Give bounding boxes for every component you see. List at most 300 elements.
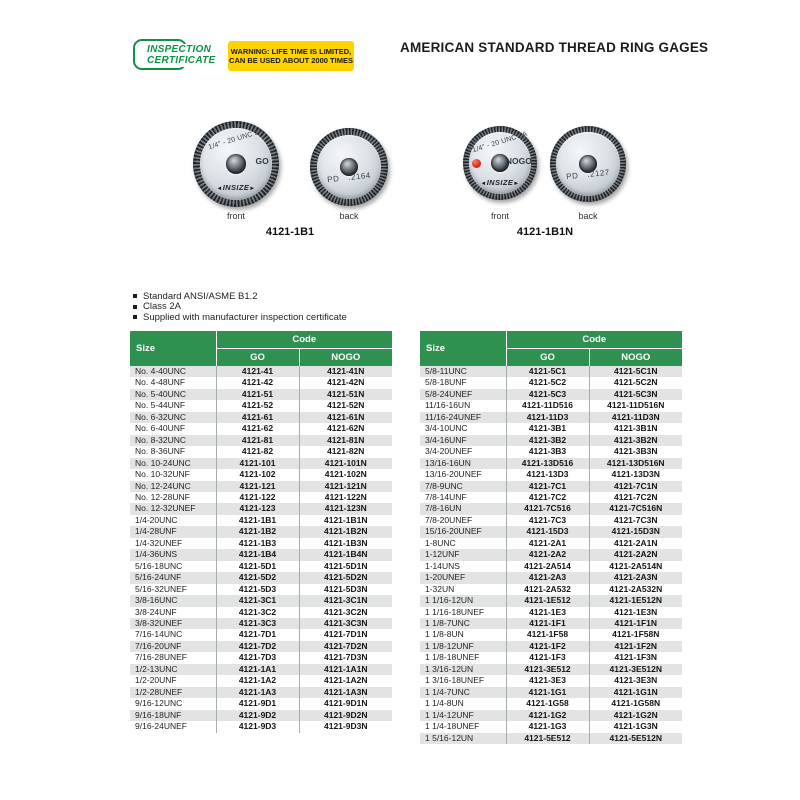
go-code-cell: 4121-123 [216, 503, 299, 514]
code-column-header: Code [216, 331, 392, 348]
nogo-code-cell: 4121-1E512N [589, 595, 682, 606]
nogo-code-cell: 4121-81N [299, 435, 392, 446]
table-row [130, 641, 392, 652]
nogo-code-cell: 4121-1F2N [589, 641, 682, 652]
nogo-code-cell: 4121-7C2N [589, 492, 682, 503]
product-photo-go-gage [185, 118, 395, 243]
size-cell: 1/4-28UNF [135, 526, 177, 537]
go-code-cell: 4121-1E512 [506, 595, 589, 606]
table-row [130, 435, 392, 446]
go-code-cell: 4121-3C3 [216, 618, 299, 629]
table-row [130, 710, 392, 721]
nogo-code-cell: 4121-52N [299, 400, 392, 411]
table-row [420, 733, 682, 744]
certificate-logo-text [145, 44, 218, 67]
size-cell: 1/4-20UNC [135, 514, 178, 525]
size-cell: No. 4-48UNF [135, 377, 186, 388]
go-code-cell: 4121-7C3 [506, 515, 589, 526]
table-row [130, 538, 392, 549]
go-code-cell: 4121-101 [216, 458, 299, 469]
size-cell: 1/2-20UNF [135, 675, 177, 686]
go-code-cell: 4121-3B3 [506, 446, 589, 457]
go-column-header: GO [216, 348, 299, 366]
go-code-cell: 4121-5C2 [506, 377, 589, 388]
size-cell: 1 1/16-18UNEF [425, 606, 485, 617]
nogo-code-cell: 4121-2A2N [589, 549, 682, 560]
size-cell: 1/2-28UNEF [135, 686, 183, 697]
thread-gage-table-left [130, 331, 392, 733]
table-row [420, 400, 682, 411]
thread-spec-engraving: 1/4" - 20 UNC 2A [471, 130, 529, 154]
table-row [420, 595, 682, 606]
inspection-certificate-logo [133, 39, 225, 71]
table-row [420, 503, 682, 514]
feature-list [133, 291, 347, 323]
size-cell: 1 1/4-18UNEF [425, 721, 480, 732]
nogo-code-cell: 4121-13D516N [589, 458, 682, 469]
nogo-code-cell: 4121-11D3N [589, 412, 682, 423]
size-cell: 1 1/4-7UNC [425, 686, 470, 697]
nogo-code-cell: 4121-2A3N [589, 572, 682, 583]
table-row [420, 721, 682, 732]
size-cell: 7/16-28UNEF [135, 652, 187, 663]
go-code-cell: 4121-7C516 [506, 503, 589, 514]
table-row [130, 561, 392, 572]
table-row [130, 607, 392, 618]
size-cell: 7/16-20UNF [135, 640, 182, 651]
go-code-cell: 4121-1A3 [216, 687, 299, 698]
table-row [130, 618, 392, 629]
pd-label: PD [565, 171, 579, 182]
nogo-code-cell: 4121-122N [299, 492, 392, 503]
go-code-cell: 4121-1G2 [506, 710, 589, 721]
table-row [130, 503, 392, 514]
size-cell: 9/16-24UNEF [135, 721, 187, 732]
go-code-cell: 4121-2A1 [506, 538, 589, 549]
table-row [130, 446, 392, 457]
table-row [130, 572, 392, 583]
table-row [130, 481, 392, 492]
nogo-code-cell: 4121-5C1N [589, 366, 682, 377]
nogo-code-cell: 4121-5D3N [299, 584, 392, 595]
certificate-logo-line2: CERTIFICATE [147, 54, 216, 66]
nogo-code-cell: 4121-1A3N [299, 687, 392, 698]
size-cell: 1/4-32UNEF [135, 537, 183, 548]
size-cell: 3/8-24UNF [135, 606, 177, 617]
go-code-cell: 4121-9D2 [216, 710, 299, 721]
go-code-cell: 4121-2A2 [506, 549, 589, 560]
front-caption: front [490, 211, 509, 221]
table-row [420, 572, 682, 583]
go-code-cell: 4121-2A3 [506, 572, 589, 583]
nogo-code-cell: 4121-1G2N [589, 710, 682, 721]
nogo-code-cell: 4121-5C3N [589, 389, 682, 400]
size-cell: 1 1/4-8UN [425, 698, 464, 709]
nogo-code-cell: 4121-3B1N [589, 423, 682, 434]
nogo-code-cell: 4121-7C1N [589, 481, 682, 492]
bullet-square-icon [133, 305, 137, 309]
table-row [130, 721, 392, 732]
nogo-code-cell: 4121-1F3N [589, 652, 682, 663]
thread-gage-table-right [420, 331, 682, 744]
table-row [420, 538, 682, 549]
size-cell: 1 1/8-7UNC [425, 617, 470, 628]
brand-engraving [463, 178, 537, 187]
table-row [130, 698, 392, 709]
nogo-code-cell: 4121-2A532N [589, 584, 682, 595]
go-code-cell: 4121-2A532 [506, 584, 589, 595]
go-code-cell: 4121-1G1 [506, 687, 589, 698]
size-cell: No. 10-32UNF [135, 469, 190, 480]
nogo-code-cell: 4121-9D3N [299, 721, 392, 732]
nogo-code-cell: 4121-13D3N [589, 469, 682, 480]
size-cell: 1 3/16-18UNEF [425, 675, 485, 686]
size-cell: 1-20UNEF [425, 572, 466, 583]
size-cell: 1-8UNC [425, 537, 456, 548]
go-code-cell: 4121-1B1 [216, 515, 299, 526]
go-code-cell: 4121-81 [216, 435, 299, 446]
nogo-ring-front-image [463, 126, 537, 200]
table-row [130, 377, 392, 388]
go-code-cell: 4121-15D3 [506, 526, 589, 537]
size-cell: 7/8-16UN [425, 503, 462, 514]
warning-line1: WARNING: LIFE TIME IS LIMITED, [230, 47, 352, 56]
size-cell: 15/16-20UNEF [425, 526, 482, 537]
size-cell: 5/16-18UNC [135, 560, 183, 571]
go-code-cell: 4121-5E512 [506, 733, 589, 744]
size-cell: 3/8-16UNC [135, 595, 178, 606]
nogo-code-cell: 4121-42N [299, 377, 392, 388]
go-code-cell: 4121-1B2 [216, 526, 299, 537]
size-cell: No. 8-36UNF [135, 446, 186, 457]
size-column-header: Size [420, 331, 506, 366]
back-caption: back [578, 211, 598, 221]
size-cell: 1-32UN [425, 583, 455, 594]
table-row [130, 526, 392, 537]
size-cell: 1 3/16-12UN [425, 663, 474, 674]
nogo-column-header: NOGO [299, 348, 392, 366]
table-row [420, 377, 682, 388]
brand-arrow-right-icon: ► [249, 186, 256, 193]
nogo-code-cell: 4121-7C516N [589, 503, 682, 514]
size-cell: No. 12-28UNF [135, 491, 190, 502]
table-row [420, 515, 682, 526]
nogo-code-cell: 4121-1G1N [589, 687, 682, 698]
nogo-code-cell: 4121-3B3N [589, 446, 682, 457]
nogo-code-cell: 4121-1A2N [299, 675, 392, 686]
go-ring-front-image [193, 121, 279, 207]
go-code-cell: 4121-2A514 [506, 561, 589, 572]
go-code-cell: 4121-3B2 [506, 435, 589, 446]
pd-label: PD [326, 174, 340, 185]
table-row [420, 710, 682, 721]
size-cell: 9/16-12UNC [135, 698, 183, 709]
table-row [420, 492, 682, 503]
brand-name: INSIZE [222, 183, 250, 193]
go-code-cell: 4121-1G58 [506, 698, 589, 709]
pd-value: .2127 [586, 167, 611, 180]
go-code-cell: 4121-7C1 [506, 481, 589, 492]
nogo-code-cell: 4121-11D516N [589, 400, 682, 411]
table-row [420, 412, 682, 423]
go-code-cell: 4121-7C2 [506, 492, 589, 503]
go-code-cell: 4121-62 [216, 423, 299, 434]
table-row [130, 458, 392, 469]
table-row [130, 549, 392, 560]
go-marking: GO [255, 156, 269, 167]
go-code-cell: 4121-52 [216, 400, 299, 411]
model-number: 4121-1B1N [516, 226, 574, 238]
table-row [420, 458, 682, 469]
size-cell: 5/16-24UNF [135, 572, 182, 583]
code-column-header: Code [506, 331, 682, 348]
feature-text: Standard ANSI/ASME B1.2 [143, 290, 258, 302]
nogo-code-cell: 4121-3C3N [299, 618, 392, 629]
table-row [420, 629, 682, 640]
size-cell: 3/4-16UNF [425, 434, 467, 445]
nogo-code-cell: 4121-61N [299, 412, 392, 423]
go-code-cell: 4121-7D2 [216, 641, 299, 652]
nogo-code-cell: 4121-1G3N [589, 721, 682, 732]
pd-value: .2164 [347, 170, 372, 183]
nogo-code-cell: 4121-62N [299, 423, 392, 434]
go-code-cell: 4121-1F1 [506, 618, 589, 629]
back-caption: back [339, 211, 359, 221]
nogo-code-cell: 4121-102N [299, 469, 392, 480]
size-cell: 7/8-9UNC [425, 480, 463, 491]
nogo-code-cell: 4121-1B4N [299, 549, 392, 560]
nogo-code-cell: 4121-7D2N [299, 641, 392, 652]
table-row [420, 652, 682, 663]
size-cell: 3/4-20UNEF [425, 446, 473, 457]
warning-line2: CAN BE USED ABOUT 2000 TIMES [229, 56, 353, 65]
nogo-code-cell: 4121-1F1N [589, 618, 682, 629]
size-cell: No. 5-40UNC [135, 388, 187, 399]
nogo-code-cell: 4121-121N [299, 481, 392, 492]
size-cell: 7/8-14UNF [425, 491, 467, 502]
size-cell: No. 8-32UNC [135, 434, 187, 445]
go-code-cell: 4121-3B1 [506, 423, 589, 434]
go-code-cell: 4121-51 [216, 389, 299, 400]
size-cell: No. 12-24UNC [135, 480, 191, 491]
size-cell: 5/16-32UNEF [135, 583, 187, 594]
go-code-cell: 4121-1B4 [216, 549, 299, 560]
size-cell: 7/16-14UNC [135, 629, 183, 640]
table-row [420, 607, 682, 618]
brand-engraving [193, 183, 279, 192]
nogo-code-cell: 4121-51N [299, 389, 392, 400]
size-cell: No. 6-32UNC [135, 411, 187, 422]
size-cell: No. 5-44UNF [135, 400, 186, 411]
thread-spec-engraving: 1/4" - 20 UNC 2A [207, 127, 265, 151]
nogo-code-cell: 4121-5C2N [589, 377, 682, 388]
table-row [420, 526, 682, 537]
go-code-cell: 4121-3C2 [216, 607, 299, 618]
table-row [420, 698, 682, 709]
size-cell: No. 4-40UNC [135, 366, 187, 376]
table-row [130, 664, 392, 675]
product-photo-nogo-gage [455, 118, 635, 243]
table-row [420, 423, 682, 434]
go-code-cell: 4121-1E3 [506, 607, 589, 618]
size-cell: 5/8-18UNF [425, 377, 467, 388]
go-code-cell: 4121-82 [216, 446, 299, 457]
size-cell: 1/4-36UNS [135, 549, 178, 560]
size-cell: 11/16-24UNEF [425, 411, 482, 422]
size-cell: 1 5/16-12UN [425, 732, 474, 743]
go-code-cell: 4121-1A2 [216, 675, 299, 686]
go-code-cell: 4121-1F3 [506, 652, 589, 663]
go-code-cell: 4121-1F58 [506, 629, 589, 640]
nogo-code-cell: 4121-9D2N [299, 710, 392, 721]
nogo-code-cell: 4121-1B3N [299, 538, 392, 549]
size-cell: 1 1/8-8UN [425, 629, 464, 640]
size-cell: 3/8-32UNEF [135, 617, 183, 628]
lifetime-warning-badge [228, 41, 354, 71]
go-code-cell: 4121-121 [216, 481, 299, 492]
go-column-header: GO [506, 348, 589, 366]
nogo-code-cell: 4121-41N [299, 366, 392, 377]
table-row [130, 584, 392, 595]
table-row [130, 687, 392, 698]
table-row [130, 675, 392, 686]
size-cell: 1-14UNS [425, 560, 460, 571]
nogo-code-cell: 4121-1E3N [589, 607, 682, 618]
nogo-red-dot-icon [472, 159, 481, 168]
table-row [420, 435, 682, 446]
go-code-cell: 4121-1B3 [216, 538, 299, 549]
nogo-code-cell: 4121-1G58N [589, 698, 682, 709]
size-column-header: Size [130, 331, 216, 366]
size-cell: 1 1/16-12UN [425, 595, 474, 606]
go-code-cell: 4121-9D3 [216, 721, 299, 732]
go-code-cell: 4121-102 [216, 469, 299, 480]
go-code-cell: 4121-3C1 [216, 595, 299, 606]
front-caption: front [226, 211, 245, 221]
bullet-square-icon [133, 294, 137, 298]
brand-arrow-left-icon: ◄ [216, 186, 223, 193]
size-cell: 11/16-16UN [425, 400, 471, 411]
table-row [420, 481, 682, 492]
go-code-cell: 4121-3E512 [506, 664, 589, 675]
size-cell: 1/2-13UNC [135, 663, 178, 674]
nogo-code-cell: 4121-123N [299, 503, 392, 514]
size-cell: 13/16-20UNEF [425, 469, 482, 480]
size-cell: 1 1/4-12UNF [425, 709, 474, 720]
size-cell: No. 6-40UNF [135, 423, 186, 434]
table-row [130, 423, 392, 434]
go-code-cell: 4121-1A1 [216, 664, 299, 675]
go-code-cell: 4121-5C3 [506, 389, 589, 400]
nogo-code-cell: 4121-101N [299, 458, 392, 469]
feature-item [133, 312, 347, 323]
go-ring-back-image [310, 128, 388, 206]
nogo-code-cell: 4121-3E3N [589, 675, 682, 686]
table-row [130, 412, 392, 423]
table-row [420, 641, 682, 652]
size-cell: 5/8-11UNC [425, 366, 467, 376]
nogo-code-cell: 4121-7C3N [589, 515, 682, 526]
table-row [420, 618, 682, 629]
size-cell: 9/16-18UNF [135, 709, 182, 720]
go-code-cell: 4121-11D516 [506, 400, 589, 411]
nogo-code-cell: 4121-5E512N [589, 733, 682, 744]
nogo-code-cell: 4121-82N [299, 446, 392, 457]
nogo-code-cell: 4121-3B2N [589, 435, 682, 446]
page-title: AMERICAN STANDARD THREAD RING GAGES [400, 40, 709, 55]
feature-item [133, 291, 347, 302]
table-row [130, 629, 392, 640]
table-row [130, 400, 392, 411]
table-row [420, 366, 682, 377]
feature-text: Supplied with manufacturer inspection certificate [143, 311, 347, 323]
certificate-logo-line1: INSPECTION [147, 44, 212, 55]
brand-name: INSIZE [486, 178, 514, 188]
nogo-code-cell: 4121-9D1N [299, 698, 392, 709]
nogo-code-cell: 4121-7D1N [299, 629, 392, 640]
go-code-cell: 4121-122 [216, 492, 299, 503]
bullet-square-icon [133, 315, 137, 319]
size-cell: No. 10-24UNC [135, 457, 191, 468]
feature-item [133, 302, 347, 313]
model-number: 4121-1B1 [265, 226, 315, 238]
go-code-cell: 4121-3E3 [506, 675, 589, 686]
table-row [420, 549, 682, 560]
go-code-cell: 4121-61 [216, 412, 299, 423]
size-cell: 1 1/8-12UNF [425, 640, 474, 651]
table-row [420, 561, 682, 572]
go-code-cell: 4121-9D1 [216, 698, 299, 709]
brand-arrow-right-icon: ► [513, 181, 520, 188]
nogo-code-cell: 4121-1B1N [299, 515, 392, 526]
table-row [130, 515, 392, 526]
nogo-code-cell: 4121-7D3N [299, 652, 392, 663]
go-code-cell: 4121-41 [216, 366, 299, 377]
go-code-cell: 4121-7D1 [216, 629, 299, 640]
go-code-cell: 4121-1F2 [506, 641, 589, 652]
go-code-cell: 4121-1G3 [506, 721, 589, 732]
size-cell: 3/4-10UNC [425, 423, 468, 434]
nogo-code-cell: 4121-1A1N [299, 664, 392, 675]
size-cell: 1-12UNF [425, 549, 460, 560]
size-cell: 7/8-20UNEF [425, 514, 473, 525]
table-row [130, 652, 392, 663]
nogo-code-cell: 4121-5D1N [299, 561, 392, 572]
table-row [130, 492, 392, 503]
table-row [420, 389, 682, 400]
nogo-code-cell: 4121-2A1N [589, 538, 682, 549]
nogo-code-cell: 4121-15D3N [589, 526, 682, 537]
nogo-code-cell: 4121-3E512N [589, 664, 682, 675]
table-row [420, 664, 682, 675]
go-code-cell: 4121-13D3 [506, 469, 589, 480]
go-code-cell: 4121-5D2 [216, 572, 299, 583]
nogo-column-header: NOGO [589, 348, 682, 366]
go-code-cell: 4121-5D1 [216, 561, 299, 572]
nogo-ring-back-image [550, 126, 626, 202]
nogo-code-cell: 4121-1F58N [589, 629, 682, 640]
go-code-cell: 4121-42 [216, 377, 299, 388]
size-cell: 1 1/8-18UNEF [425, 652, 480, 663]
nogo-code-cell: 4121-1B2N [299, 526, 392, 537]
nogo-code-cell: 4121-5D2N [299, 572, 392, 583]
size-cell: 5/8-24UNEF [425, 388, 473, 399]
go-code-cell: 4121-11D3 [506, 412, 589, 423]
size-cell: 13/16-16UN [425, 457, 471, 468]
table-row [130, 389, 392, 400]
table-row [130, 595, 392, 606]
go-code-cell: 4121-5D3 [216, 584, 299, 595]
